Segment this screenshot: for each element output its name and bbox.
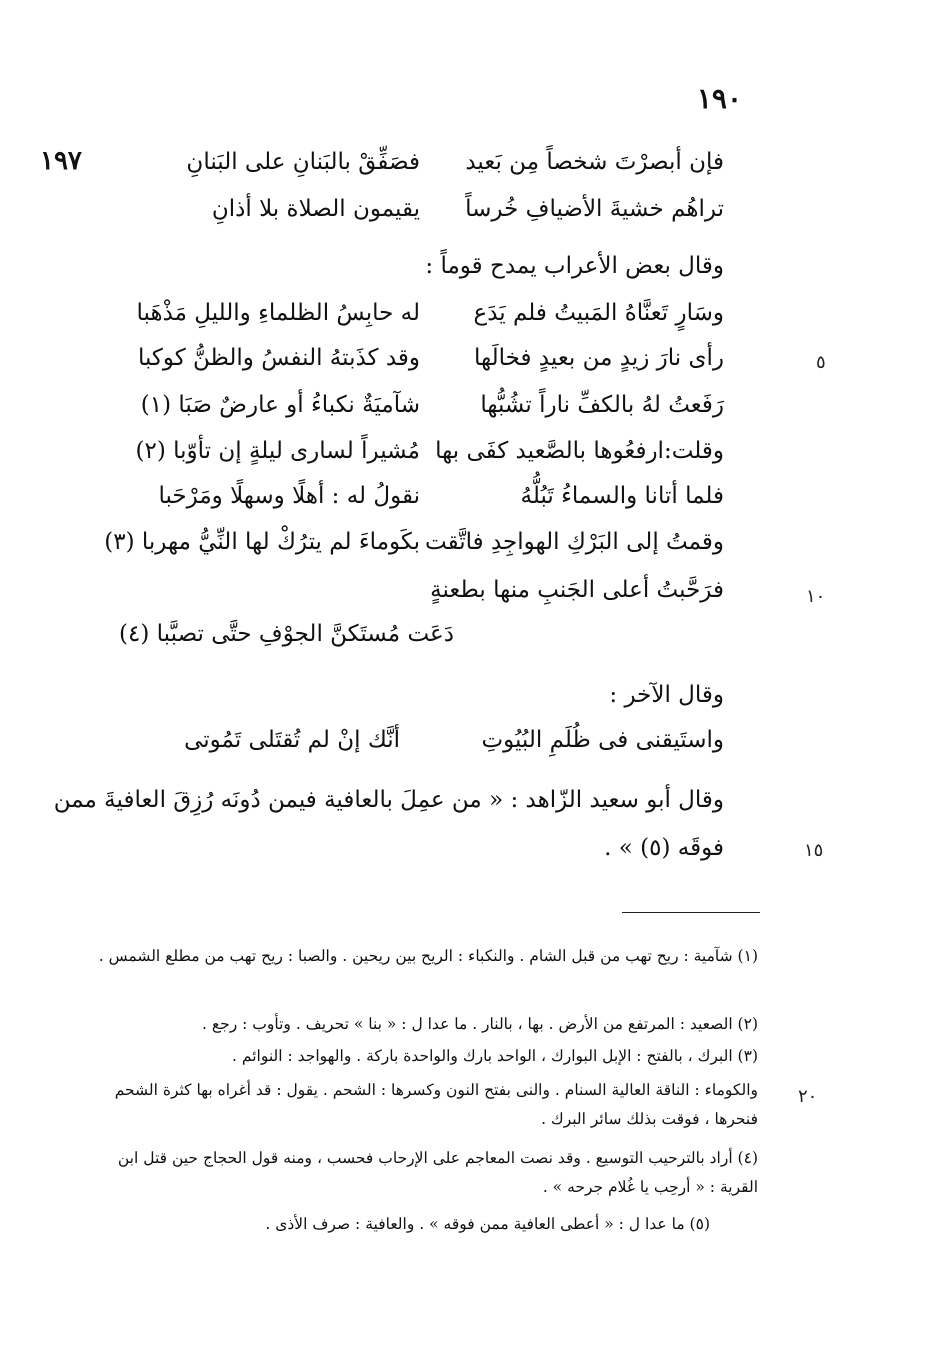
footnote-separator bbox=[622, 912, 760, 913]
prose-line: فوقَه (٥) » . bbox=[604, 835, 724, 861]
verse-left-hemistich: يقيمون الصلاة بلا أذانِ bbox=[211, 196, 420, 222]
verse-right-hemistich: رَفَعتُ لهُ بالكفِّ ناراً تشُبُّها bbox=[480, 392, 724, 418]
verse-right-hemistich: وسَارٍ تَعنَّاهُ المَبيتُ فلم يَدَع bbox=[473, 300, 724, 326]
poem-intro: وقال بعض الأعراب يمدح قوماً : bbox=[425, 253, 724, 279]
footnote-2: (٢) الصعيد : المرتفع من الأرض . بها ، بالنار . ما عدا ل : « بنا » تحريف . وتأوب : رجع . bbox=[202, 1015, 758, 1033]
verse-left-hemistich: بكَوماءَ لم يترُكْ لها النِّيُّ مهربا (٣) bbox=[104, 529, 420, 555]
page-number: ١٩٠ bbox=[696, 82, 742, 115]
verse-right-hemistich: فلما أتانا والسماءُ تَبُلُّهُ bbox=[520, 483, 724, 509]
verse-right-hemistich: تراهُم خشيةَ الأضيافِ خُرساً bbox=[465, 196, 724, 222]
verse-right-hemistich: فرَحَّبتُ أعلى الجَنبِ منها بطعنةٍ bbox=[430, 577, 724, 603]
footnote-5: (٥) ما عدا ل : « أعطى العافية ممن فوقه » . والعافية : صرف الأذى . bbox=[265, 1215, 710, 1233]
verse-right-hemistich: وقمتُ إلى البَرْكِ الهواجِدِ فاتَّقت bbox=[425, 529, 724, 555]
line-marker-5: ٥ bbox=[816, 352, 826, 373]
line-marker-10: ١٠ bbox=[806, 586, 826, 607]
verse-left-hemistich: شآميَةٌ نكباءُ أو عارضٌ صَبَا (١) bbox=[140, 392, 420, 418]
verse-right-hemistich: واستَيقنى فى ظُلَمِ البُيُوتِ bbox=[481, 727, 724, 753]
verse-left-hemistich: مُشيراً لسارى ليلةٍ إن تأوّبا (٢) bbox=[135, 438, 420, 464]
verse-right-hemistich: فإن أبصرْتَ شخصاً مِن بَعيد bbox=[465, 149, 724, 175]
verse-left-hemistich: أنَّك إنْ لم تُقتَلى تَمُوتى bbox=[184, 727, 400, 753]
poem-intro: وقال الآخر : bbox=[609, 682, 724, 708]
footnote-1: (١) شآمية : ريح تهب من قبل الشام . والنكباء : الريح بين ريحين . والصبا : ريح تهب من مطلع الشمس . bbox=[98, 947, 758, 965]
prose-line: وقال أبو سعيد الزّاهد : « من عمِلَ بالعافية فيمن دُونَه رُزِقَ العافيةَ ممن bbox=[53, 787, 724, 813]
verse-left-hemistich: نقولُ له : أهلًا وسهلًا ومَرْحَبا bbox=[158, 483, 420, 509]
footnote-3-continued: والكوماء : الناقة العالية السنام . والنى بفتح النون وكسرها : الشحم . يقول : قد أغراه بها كثرة الشحم فنحرها ، فوقت بذلك سائر البرك . bbox=[114, 1081, 758, 1128]
verse-continuation: دَعَت مُستَكنَّ الجوْفِ حتَّى تصبَّبا (٤) bbox=[119, 621, 454, 647]
line-marker-15: ١٥ bbox=[804, 840, 824, 861]
footnote-3: (٣) البرك ، بالفتح : الإبل البوارك ، الواحد بارك والواحدة باركة . والهواجد : النوائم . bbox=[232, 1047, 758, 1065]
footnote-4: (٤) أراد بالترحيب التوسيع . وقد نصت المعاجم على الإرحاب فحسب ، ومنه قول الحجاج حين قتل ابن القرية : « أرحِب يا غُلام جرحه » . bbox=[117, 1149, 758, 1196]
verse-left-hemistich: وقد كذَبتهُ النفسُ والظنُّ كوكبا bbox=[137, 345, 420, 371]
verse-left-hemistich: فصَفِّقْ بالبَنانِ على البَنانِ bbox=[186, 149, 420, 175]
side-reference-number: ١٩٧ bbox=[40, 146, 82, 176]
verse-right-hemistich: وقلت:ارفعُوها بالصَّعيد كفَى بها bbox=[435, 438, 724, 464]
verse-right-hemistich: رأى نارَ زيدٍ من بعيدٍ فخالَها bbox=[474, 345, 724, 371]
line-marker-20: ٢٠ bbox=[798, 1086, 818, 1107]
verse-left-hemistich: له حابِسُ الظلماءِ والليلِ مَذْهَبا bbox=[136, 300, 420, 326]
